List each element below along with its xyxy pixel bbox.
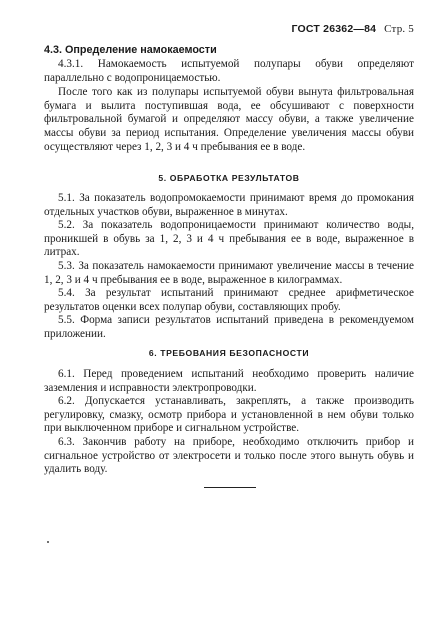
paragraph-4-3-1-procedure: После того как из полупары испытуемой обуви вынута фильтровальная бумага и вылита поступившая вода, ее обсушивают с поверхности фильтровальной бумагой и определяют массу обуви, а также увеличение массы обуви за период испытания. Определение увеличения массы обуви осуществляют через 1, 2, 3 и 4 ч пребывания ее в воде. — [44, 86, 414, 153]
paragraph-6-3: 6.3. Закончив работу на приборе, необходимо отключить прибор и сигнальное устройство от электросети и только после этого вынуть обувь и удалить воду. — [44, 436, 414, 476]
section-title-6: 6. ТРЕБОВАНИЯ БЕЗОПАСНОСТИ — [148, 348, 310, 358]
end-rule — [204, 487, 256, 488]
scan-speck — [47, 541, 49, 543]
paragraph-5-5: 5.5. Форма записи результатов испытаний приведена в рекомендуемом приложении. — [44, 314, 414, 340]
paragraph-5-4: 5.4. За результат испытаний принимают среднее арифметическое результатов оценки всех полупар обуви, составляющих пробу. — [44, 287, 414, 313]
paragraph-5-1: 5.1. За показатель водопромокаемости принимают время до промокания отдельных участков обуви, выраженное в минутах. — [44, 192, 414, 218]
paragraph-6-2: 6.2. Допускается устанавливать, закреплять, а также производить регулировку, смазку, осмотр прибора и установленной в нем обуви только при выключенном приборе и сигнальном устройстве. — [44, 395, 414, 435]
paragraph-6-1: 6.1. Перед проведением испытаний необходимо проверить наличие заземления и исправности электропроводки. — [44, 368, 414, 394]
subsection-heading-4-3: 4.3. Определение намокаемости — [44, 44, 217, 56]
running-header — [292, 23, 414, 35]
standard-number: ГОСТ 26362—84 — [291, 23, 377, 35]
section-title-5: 5. ОБРАБОТКА РЕЗУЛЬТАТОВ — [158, 173, 300, 183]
paragraph-5-2: 5.2. За показатель водопроницаемости принимают количество воды, проникшей в обувь за 1, 2, 3 и 4 ч пребывания ее в воде, выраженное в литрах. — [44, 219, 414, 259]
page-number: Стр. 5 — [384, 23, 414, 35]
paragraph-4-3-1: 4.3.1. Намокаемость испытуемой полупары обуви определяют параллельно с водопроницаемостью. — [44, 58, 414, 84]
paragraph-5-3: 5.3. За показатель намокаемости принимают увеличение массы в течение 1, 2, 3 и 4 ч пребывания ее в воде, выраженное в килограммах. — [44, 260, 414, 286]
